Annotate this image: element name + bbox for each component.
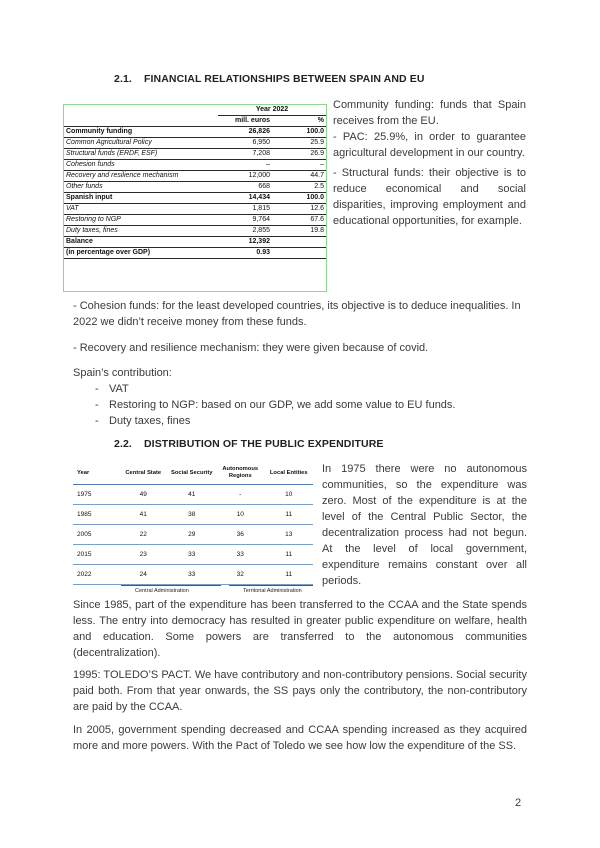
social-security-cell: 33 <box>168 545 217 565</box>
list-item: - VAT <box>95 381 533 397</box>
funding-row-label: Other funds <box>64 182 218 193</box>
local-entities-cell: 13 <box>265 525 314 545</box>
expenditure-side-paragraph: In 1975 there were no autonomous communities, so the expenditure was zero. Most of the expenditure is at the level of the Central Public Sector, the decentralization process had not begun. At the level of local government, expenditure remains constant over all periods. <box>322 463 527 587</box>
section-heading-2-2 <box>114 438 534 450</box>
list-item: - Restoring to NGP: based on our GDP, we add some value to EU funds. <box>95 397 533 413</box>
pac-text: - PAC: 25.9%, in order to guarantee agricultural development in our country. <box>333 131 526 159</box>
funding-row-value: 668 <box>218 182 272 193</box>
funding-row-label: VAT <box>64 204 218 215</box>
funding-row <box>64 127 326 138</box>
funding-row-pct: 19.8 <box>272 226 326 237</box>
funding-row-value: 2,855 <box>218 226 272 237</box>
central-state-cell: 23 <box>119 545 168 565</box>
recovery-paragraph <box>73 340 533 356</box>
expenditure-row <box>73 525 313 545</box>
funding-row-pct: 100.0 <box>272 127 326 138</box>
funding-row-label: Duty taxes, fines <box>64 226 218 237</box>
funding-row-pct: 44.7 <box>272 171 326 182</box>
list-item: - Duty taxes, fines <box>95 413 533 429</box>
body-paragraph-2 <box>73 667 527 715</box>
funding-row <box>64 149 326 160</box>
paragraph-text: 1995: TOLEDO’S PACT. We have contributory and non-contributory pensions. Social security paid both. From that year onwards, the SS pays only the contributory, the non-contributory are paid by the CCAA. <box>73 669 527 713</box>
funding-row-label: Community funding <box>64 127 218 138</box>
funding-row-value: 7,208 <box>218 149 272 160</box>
funding-row-label: Recovery and resilience mechanism <box>64 171 218 182</box>
funding-row <box>64 226 326 237</box>
autonomous-regions-cell: 36 <box>216 525 265 545</box>
local-entities-cell: 10 <box>265 485 314 505</box>
expenditure-table-image <box>73 462 313 592</box>
section-number: 2.1. <box>114 73 132 85</box>
autonomous-regions-cell: 33 <box>216 545 265 565</box>
autonomous-regions-cell: 10 <box>216 505 265 525</box>
local-entities-cell: 11 <box>265 505 314 525</box>
funding-row-value: 0.93 <box>218 248 272 259</box>
funding-row <box>64 204 326 215</box>
structural-funds-text: - Structural funds: their objective is to reduce economical and social disparities, improving employment and educational opportunities, for example. <box>333 167 526 227</box>
funding-header-year: Year 2022 <box>218 105 326 116</box>
funding-header-pct: % <box>272 116 326 127</box>
funding-row-value: 1,815 <box>218 204 272 215</box>
header-autonomous-regions: Autonomous Regions <box>216 462 265 485</box>
funding-row-value: 12,000 <box>218 171 272 182</box>
social-security-cell: 33 <box>168 565 217 585</box>
funding-row-value: 6,950 <box>218 138 272 149</box>
funding-row-pct: 26.9 <box>272 149 326 160</box>
cohesion-text: - Cohesion funds: for the least developed countries, its objective is to deduce inequalities. In 2022 we didn’t receive money from these funds. <box>73 300 521 328</box>
funding-row-pct: 12.6 <box>272 204 326 215</box>
expenditure-header-row <box>73 462 313 485</box>
year-cell: 2005 <box>73 525 119 545</box>
funding-table <box>64 105 326 259</box>
community-funding-intro: Community funding: funds that Spain receives from the EU. <box>333 99 526 127</box>
body-paragraph-1 <box>73 597 527 661</box>
autonomous-regions-cell: - <box>216 485 265 505</box>
expenditure-row <box>73 505 313 525</box>
autonomous-regions-cell: 32 <box>216 565 265 585</box>
funding-row <box>64 171 326 182</box>
funding-row-pct: 2.5 <box>272 182 326 193</box>
footer-central-administration: Central Administration <box>135 588 189 594</box>
year-cell: 1975 <box>73 485 119 505</box>
page-number: 2 <box>515 797 522 809</box>
funding-row-value: 14,434 <box>218 193 272 204</box>
recovery-text: - Recovery and resilience mechanism: they were given because of covid. <box>73 342 429 354</box>
funding-row-value: 9,764 <box>218 215 272 226</box>
funding-row <box>64 193 326 204</box>
local-entities-cell: 11 <box>265 545 314 565</box>
header-central-state: Central State <box>119 462 168 485</box>
central-state-cell: 24 <box>119 565 168 585</box>
funding-row-label: Restoring to NGP <box>64 215 218 226</box>
section-title: DISTRIBUTION OF THE PUBLIC EXPENDITURE <box>144 438 384 450</box>
year-cell: 1985 <box>73 505 119 525</box>
expenditure-side-text <box>322 461 527 589</box>
header-year: Year <box>73 462 119 485</box>
cohesion-funds-paragraph <box>73 298 533 330</box>
funding-row-label: Structural funds (ERDF, ESF) <box>64 149 218 160</box>
expenditure-row <box>73 485 313 505</box>
section-heading-2-1 <box>114 73 534 85</box>
contribution-intro: Spain’s contribution: <box>73 367 172 379</box>
funding-row-label: Cohesion funds <box>64 160 218 171</box>
funding-row-label: Spanish input <box>64 193 218 204</box>
funding-row <box>64 182 326 193</box>
funding-row-value: 26,826 <box>218 127 272 138</box>
expenditure-row <box>73 565 313 585</box>
funding-row-pct <box>272 248 326 259</box>
social-security-cell: 41 <box>168 485 217 505</box>
funding-table-image <box>63 104 327 292</box>
funding-row-pct <box>272 237 326 248</box>
social-security-cell: 38 <box>168 505 217 525</box>
community-funding-text <box>333 97 526 229</box>
paragraph-text: In 2005, government spending decreased and CCAA spending increased as they acquired more and more powers. With the Pact of Toledo we see how low the expenditure of the SS. <box>73 724 527 752</box>
year-cell: 2022 <box>73 565 119 585</box>
contribution-block <box>73 365 533 429</box>
local-entities-cell: 11 <box>265 565 314 585</box>
year-cell: 2015 <box>73 545 119 565</box>
footer-territorial-administration: Territorial Administration <box>243 588 302 594</box>
expenditure-row <box>73 545 313 565</box>
central-state-cell: 22 <box>119 525 168 545</box>
section-title: FINANCIAL RELATIONSHIPS BETWEEN SPAIN AND EU <box>144 73 425 85</box>
funding-row-pct: 100.0 <box>272 193 326 204</box>
funding-row <box>64 215 326 226</box>
contribution-list <box>73 381 533 429</box>
funding-row-pct: – <box>272 160 326 171</box>
paragraph-text: Since 1985, part of the expenditure has been transferred to the CCAA and the State spends less. The entry into democracy has resulted in greater public expenditure on welfare, health and education. Some powers are transferred to the autonomous communities (decentralization). <box>73 599 527 659</box>
funding-row-pct: 67.6 <box>272 215 326 226</box>
funding-row <box>64 160 326 171</box>
central-state-cell: 41 <box>119 505 168 525</box>
central-state-cell: 49 <box>119 485 168 505</box>
expenditure-table <box>73 462 313 585</box>
social-security-cell: 29 <box>168 525 217 545</box>
funding-row-pct: 25.9 <box>272 138 326 149</box>
funding-row-value: – <box>218 160 272 171</box>
funding-header-units: mill. euros <box>218 116 272 127</box>
section-number: 2.2. <box>114 438 132 450</box>
funding-row-label: (in percentage over GDP) <box>64 248 218 259</box>
funding-row <box>64 248 326 259</box>
funding-row-label: Common Agricultural Policy <box>64 138 218 149</box>
header-local-entities: Local Entities <box>265 462 314 485</box>
funding-row-label: Balance <box>64 237 218 248</box>
funding-row <box>64 237 326 248</box>
header-social-security: Social Security <box>168 462 217 485</box>
funding-row-value: 12,392 <box>218 237 272 248</box>
body-paragraph-3 <box>73 722 527 754</box>
funding-row <box>64 138 326 149</box>
